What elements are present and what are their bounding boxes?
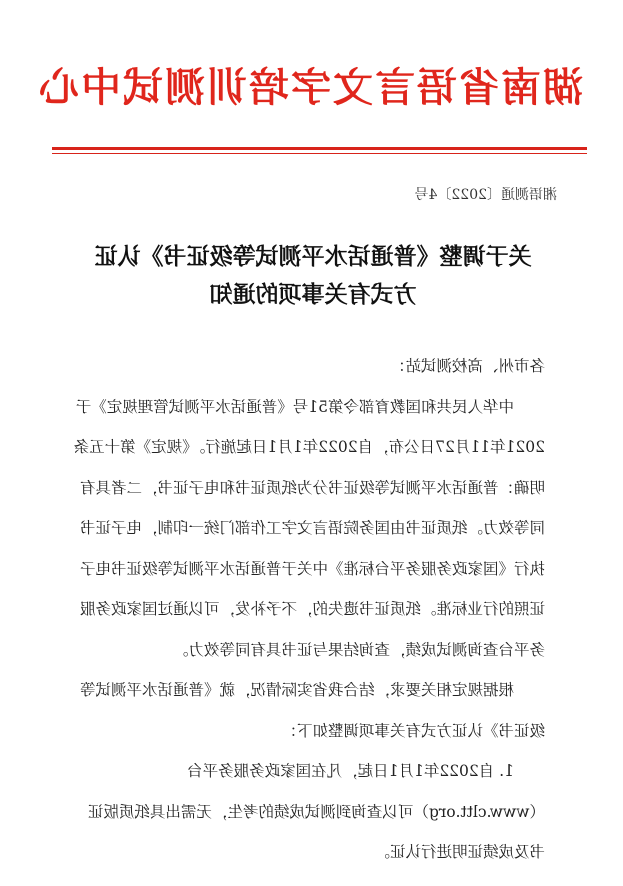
header-rule-thin bbox=[52, 153, 587, 154]
document-body bbox=[73, 346, 545, 873]
paragraph-1: 中华人民共和国教育部令第51号《普通话水平测试管理规定》于2021年11月27日公布，自2022年1月1日起施行。《规定》第十五条明确：普通话水平测试等级证书分为纸质证书和电子证书，二者具有同等效力。纸质证书由国务院语言文字工作部门统一印制，电子证书执行《国家政务服务平台标准》中关于普通话水平测试等级证书电子证照的行业标准。纸质证书遗失的，不予补发，可以通过国家政务服务平台查询测试成绩，查询结果与证书具有同等效力。 bbox=[73, 397, 545, 659]
document-number: 湘语测通〔2022〕4号 bbox=[414, 187, 557, 203]
organization-header: 湖南省语言文字培训测试中心 bbox=[37, 64, 583, 111]
paragraph-3: 1. 自2022年1月1日起，凡在国家政务服务平台（www.cltt.org）可以查询到测试成绩的考生，无需出具纸质版证书及成绩证明进行认证。 bbox=[87, 762, 545, 861]
header-rule-thick bbox=[52, 147, 587, 150]
salutation: 各市州、高校测试站： bbox=[389, 357, 545, 375]
paragraph-2: 根据规定相关要求，结合我省实际情况，就《普通话水平测试等级证书》认证方式有关事项调整如下： bbox=[79, 681, 545, 740]
document-title bbox=[53, 238, 573, 314]
title-line-1: 关于调整《普通话水平测试等级证书》认证 bbox=[94, 243, 532, 270]
title-line-2: 方式有关事项的通知 bbox=[209, 281, 417, 308]
